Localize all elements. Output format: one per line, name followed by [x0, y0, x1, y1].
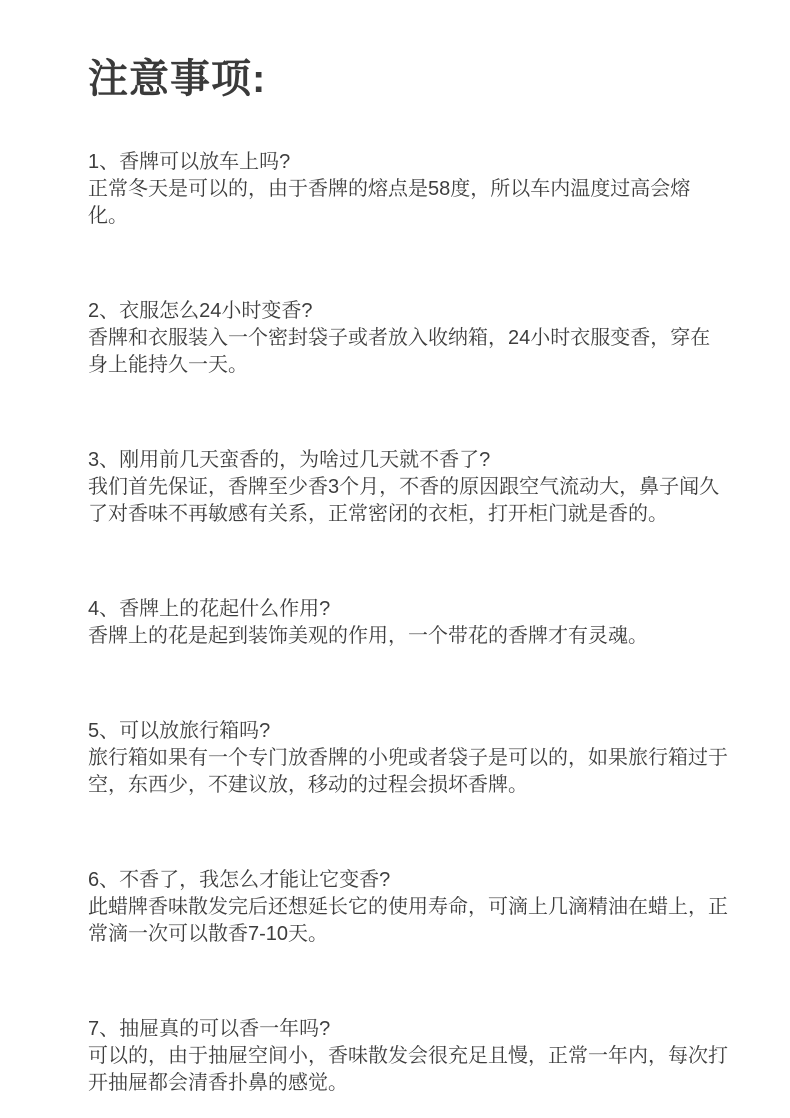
faq-question: 5、可以放旅行箱吗? — [88, 720, 271, 742]
faq-item-2 — [88, 298, 728, 379]
faq-question: 1、香牌可以放车上吗? — [88, 151, 291, 173]
faq-item-7 — [88, 1016, 728, 1097]
faq-question: 4、香牌上的花起什么作用? — [88, 598, 331, 620]
faq-question: 7、抽屉真的可以香一年吗? — [88, 1018, 331, 1040]
faq-item-4 — [88, 596, 728, 650]
faq-answer: 此蜡牌香味散发完后还想延长它的使用寿命，可滴上几滴精油在蜡上，正常滴一次可以散香7-10天。 — [88, 896, 728, 945]
faq-item-6 — [88, 867, 728, 948]
page-title: 注意事项: — [88, 57, 267, 101]
faq-item-5 — [88, 718, 728, 799]
faq-answer: 我们首先保证，香牌至少香3个月，不香的原因跟空气流动大，鼻子闻久了对香味不再敏感有关系，正常密闭的衣柜，打开柜门就是香的。 — [88, 476, 720, 525]
faq-question: 2、衣服怎么24小时变香? — [88, 300, 313, 322]
faq-answer: 正常冬天是可以的，由于香牌的熔点是58度，所以车内温度过高会熔化。 — [88, 178, 691, 227]
faq-answer: 可以的，由于抽屉空间小，香味散发会很充足且慢，正常一年内，每次打开抽屉都会清香扑鼻的感觉。 — [88, 1045, 728, 1094]
faq-question: 3、刚用前几天蛮香的，为啥过几天就不香了? — [88, 449, 491, 471]
faq-item-1 — [88, 149, 728, 230]
faq-question: 6、不香了，我怎么才能让它变香? — [88, 869, 391, 891]
faq-answer: 香牌和衣服装入一个密封袋子或者放入收纳箱，24小时衣服变香，穿在身上能持久一天。 — [88, 327, 711, 376]
faq-answer: 旅行箱如果有一个专门放香牌的小兜或者袋子是可以的，如果旅行箱过于空，东西少，不建议放，移动的过程会损坏香牌。 — [88, 747, 728, 796]
faq-answer: 香牌上的花是起到装饰美观的作用，一个带花的香牌才有灵魂。 — [88, 625, 648, 647]
faq-item-3 — [88, 447, 728, 528]
